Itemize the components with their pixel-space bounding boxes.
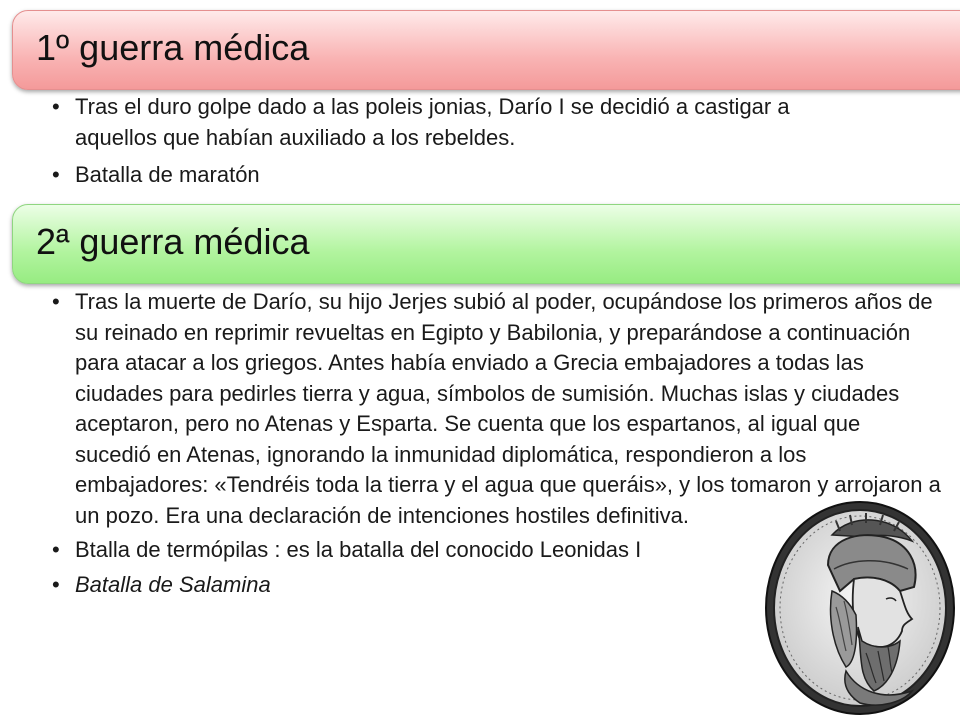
bullet-dot: •: [52, 94, 60, 119]
section-title: 1º guerra médica: [36, 27, 310, 68]
bullet-dot: •: [52, 289, 60, 314]
list-item: [52, 92, 872, 153]
bullet-text: Tras la muerte de Darío, su hijo Jerjes subió al poder, ocupándose los primeros años de su reinado en reprimir revueltas en Egipto y Babilonia, y preparándose a continuación para atacar a los griegos. Antes había enviado a Grecia embajadores a todas las ciudades para pedirles tierra y agua, símbolos de sumisión. Muchas islas y ciudades aceptaron, pero no Atenas y Esparta. Se cuenta que los espartanos, al igual que sucedió en Atenas, ignorando la inmunidad diplomática, respondieron a los embajadores: «Tendréis toda la tierra y el agua que queráis», y los tomaron y arrojaron a un pozo. Era una declaración de intenciones hostiles definitiva.: [75, 289, 941, 528]
section-header-second-war: [12, 204, 960, 284]
section-title: 2ª guerra médica: [36, 221, 310, 262]
bullet-dot: •: [52, 537, 60, 562]
bullet-text: Batalla de maratón: [75, 162, 260, 187]
section-header-first-war: [12, 10, 960, 90]
bullet-list-first-war: [52, 92, 872, 198]
helmeted-warrior-coin-icon: [762, 495, 958, 717]
bullet-dot: •: [52, 162, 60, 187]
list-item: [52, 160, 872, 191]
bullet-dot: •: [52, 571, 60, 597]
bullet-text: Batalla de Salamina: [75, 571, 271, 597]
bullet-text: Btalla de termópilas : es la batalla del conocido Leonidas I: [75, 537, 642, 562]
bullet-text: Tras el duro golpe dado a las poleis jonias, Darío I se decidió a castigar a aquellos que habían auxiliado a los rebeldes.: [75, 94, 790, 150]
